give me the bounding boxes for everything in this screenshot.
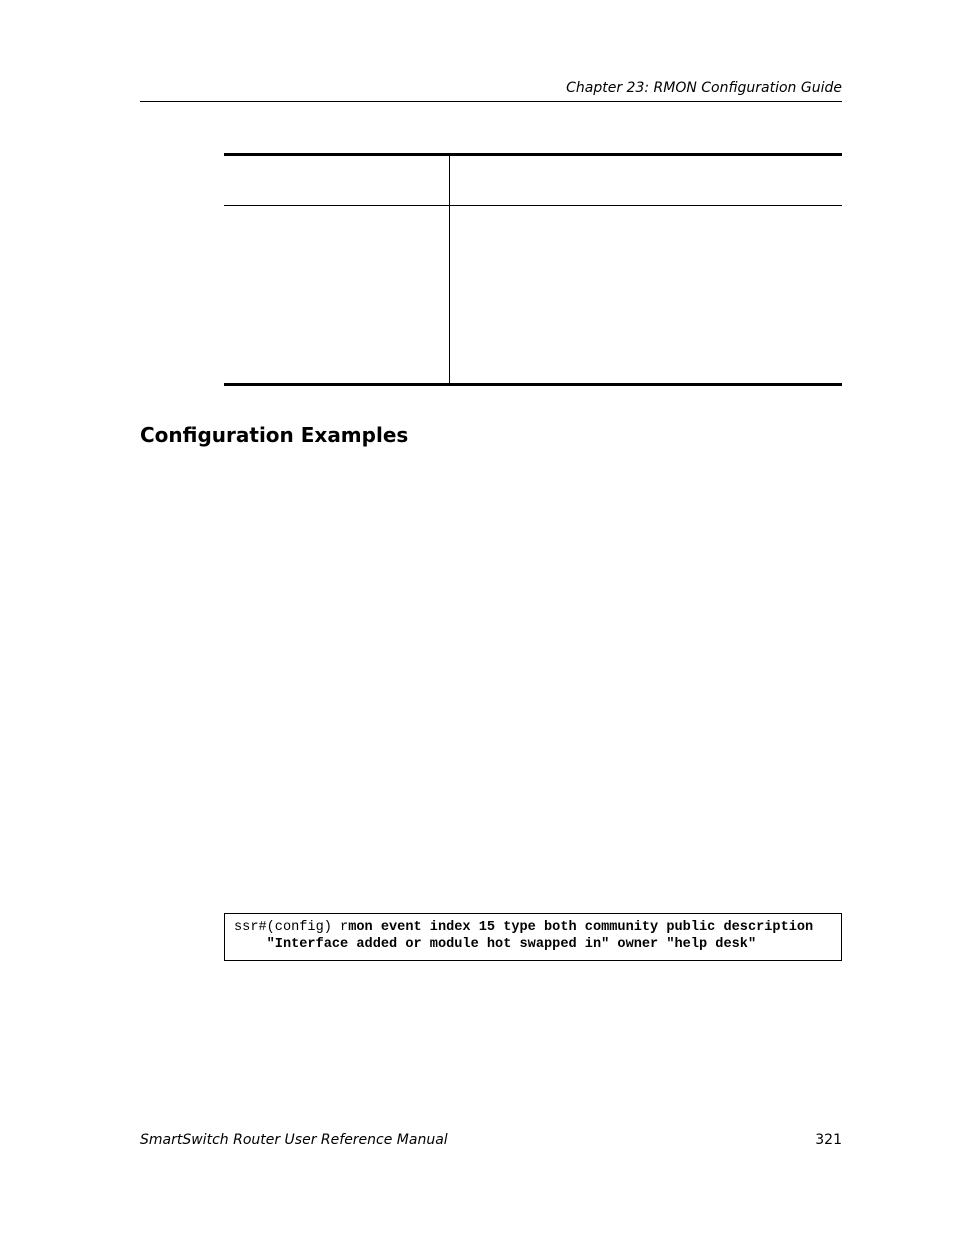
section-heading: Configuration Examples [140, 423, 409, 447]
table-row [224, 206, 842, 384]
chapter-title: Chapter 23: RMON Configuration Guide [566, 80, 842, 96]
code-prompt: ssr#(config) r [234, 920, 349, 935]
footer-manual-title: SmartSwitch Router User Reference Manual [140, 1132, 448, 1148]
footer-page-number: 321 [815, 1132, 842, 1148]
code-example-box [224, 913, 842, 961]
parameter-table [224, 153, 842, 386]
running-header [140, 80, 842, 102]
code-command-line-2: "Interface added or module hot swapped in" owner "help desk" [266, 937, 757, 952]
table-cell-1 [224, 206, 450, 384]
code-command-line-1: mon event index 15 type both community public description [348, 920, 814, 935]
table-header-row [224, 156, 842, 206]
table-header-cell-1 [224, 156, 450, 206]
parameter-table-grid [224, 156, 842, 383]
table-header-cell-2 [450, 156, 843, 206]
table-cell-2 [450, 206, 843, 384]
